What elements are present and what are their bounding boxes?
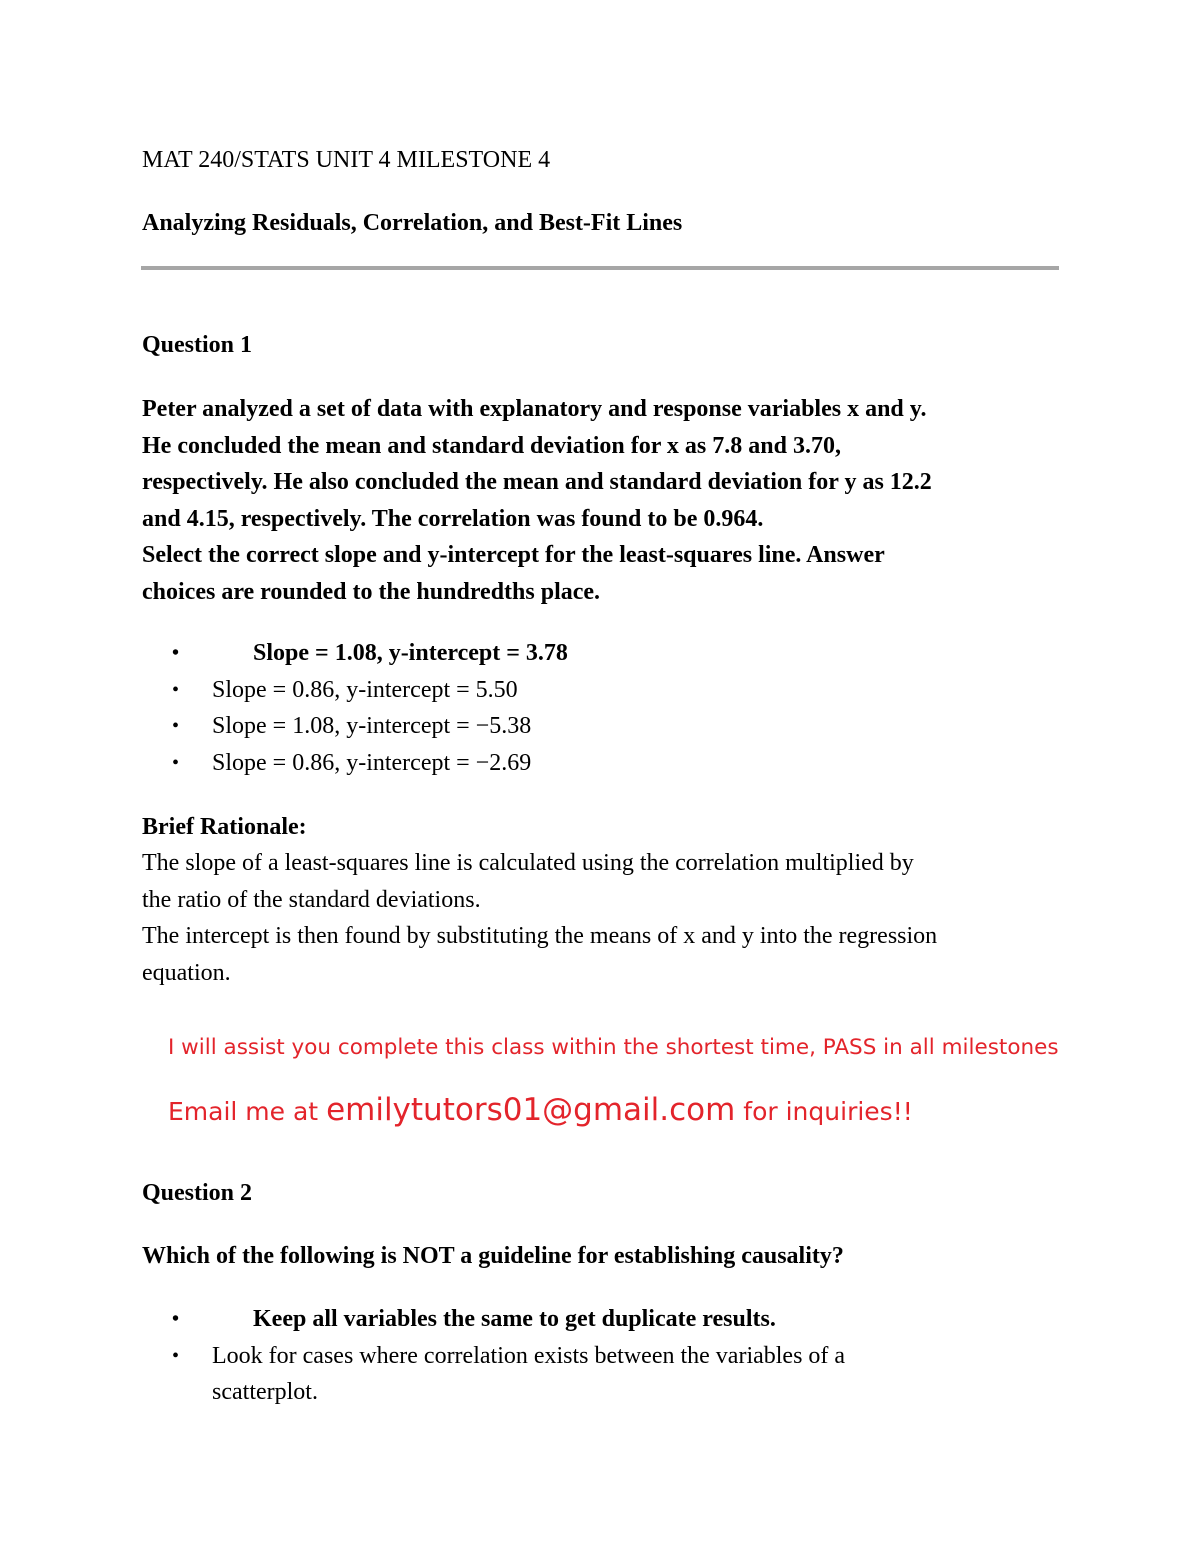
question-1-text-line: Peter analyzed a set of data with explanatory and response variables x and y. — [142, 396, 927, 422]
bullet-icon: • — [172, 642, 180, 664]
promo-email-line — [168, 1088, 913, 1134]
question-1-option — [142, 745, 568, 782]
promo-email-suffix: for inquiries!! — [735, 1097, 913, 1126]
question-1-option — [142, 708, 568, 745]
promo-email-prefix: Email me at — [168, 1097, 327, 1126]
option-label: Look for cases where correlation exists between the variables of a — [212, 1342, 846, 1369]
question-1-text-line: Select the correct slope and y-intercept for the least-squares line. Answer — [142, 542, 885, 568]
question-2-options — [142, 1301, 845, 1411]
question-2-option-correct — [142, 1301, 845, 1338]
option-label-continued: scatterplot. — [212, 1379, 318, 1405]
question-2-text-line: Which of the following is NOT a guideline for establishing causality? — [142, 1243, 844, 1269]
option-label: Slope = 0.86, y-intercept = 5.50 — [212, 676, 518, 703]
bullet-icon: • — [172, 678, 180, 701]
rationale-heading: Brief Rationale: — [142, 814, 307, 840]
promo-banner-line: I will assist you complete this class within the shortest time, PASS in all milestones — [168, 1035, 1059, 1060]
promo-email-address[interactable]: emilytutors01@gmail.com — [326, 1092, 736, 1128]
question-2-heading: Question 2 — [142, 1180, 253, 1206]
bullet-icon: • — [172, 1344, 180, 1367]
option-label: Slope = 1.08, y-intercept = −5.38 — [212, 713, 532, 739]
question-1-text-line: respectively. He also concluded the mean and standard deviation for y as 12.2 — [142, 469, 932, 495]
question-1-text-line: choices are rounded to the hundredths place. — [142, 578, 601, 605]
rationale-line: The intercept is then found by substituting the means of x and y into the regression — [142, 923, 938, 949]
option-label: Slope = 0.86, y-intercept = −2.69 — [212, 749, 532, 776]
question-1-option — [142, 672, 568, 709]
document-subtitle: Analyzing Residuals, Correlation, and Best-Fit Lines — [142, 210, 683, 236]
horizontal-divider — [141, 266, 1059, 270]
question-2-option — [142, 1338, 845, 1411]
question-2-text — [142, 1238, 1072, 1275]
bullet-icon: • — [172, 715, 180, 737]
bullet-icon: • — [172, 751, 180, 774]
rationale-text — [142, 845, 937, 991]
question-1-option-correct — [142, 635, 568, 672]
question-1-text-line: He concluded the mean and standard deviation for x as 7.8 and 3.70, — [142, 432, 841, 459]
question-1-heading: Question 1 — [142, 332, 253, 358]
question-1-text-line: and 4.15, respectively. The correlation was found to be 0.964. — [142, 505, 764, 532]
rationale-line: the ratio of the standard deviations. — [142, 886, 481, 913]
option-label: Slope = 1.08, y-intercept = 3.78 — [253, 640, 568, 666]
document-title: MAT 240/STATS UNIT 4 MILESTONE 4 — [142, 147, 551, 173]
rationale-line: equation. — [142, 959, 231, 986]
bullet-icon: • — [172, 1308, 180, 1330]
rationale-line: The slope of a least-squares line is calculated using the correlation multiplied by — [142, 850, 914, 876]
question-1-text — [142, 391, 1072, 610]
question-1-options — [142, 635, 568, 781]
option-label: Keep all variables the same to get duplicate results. — [253, 1306, 776, 1332]
